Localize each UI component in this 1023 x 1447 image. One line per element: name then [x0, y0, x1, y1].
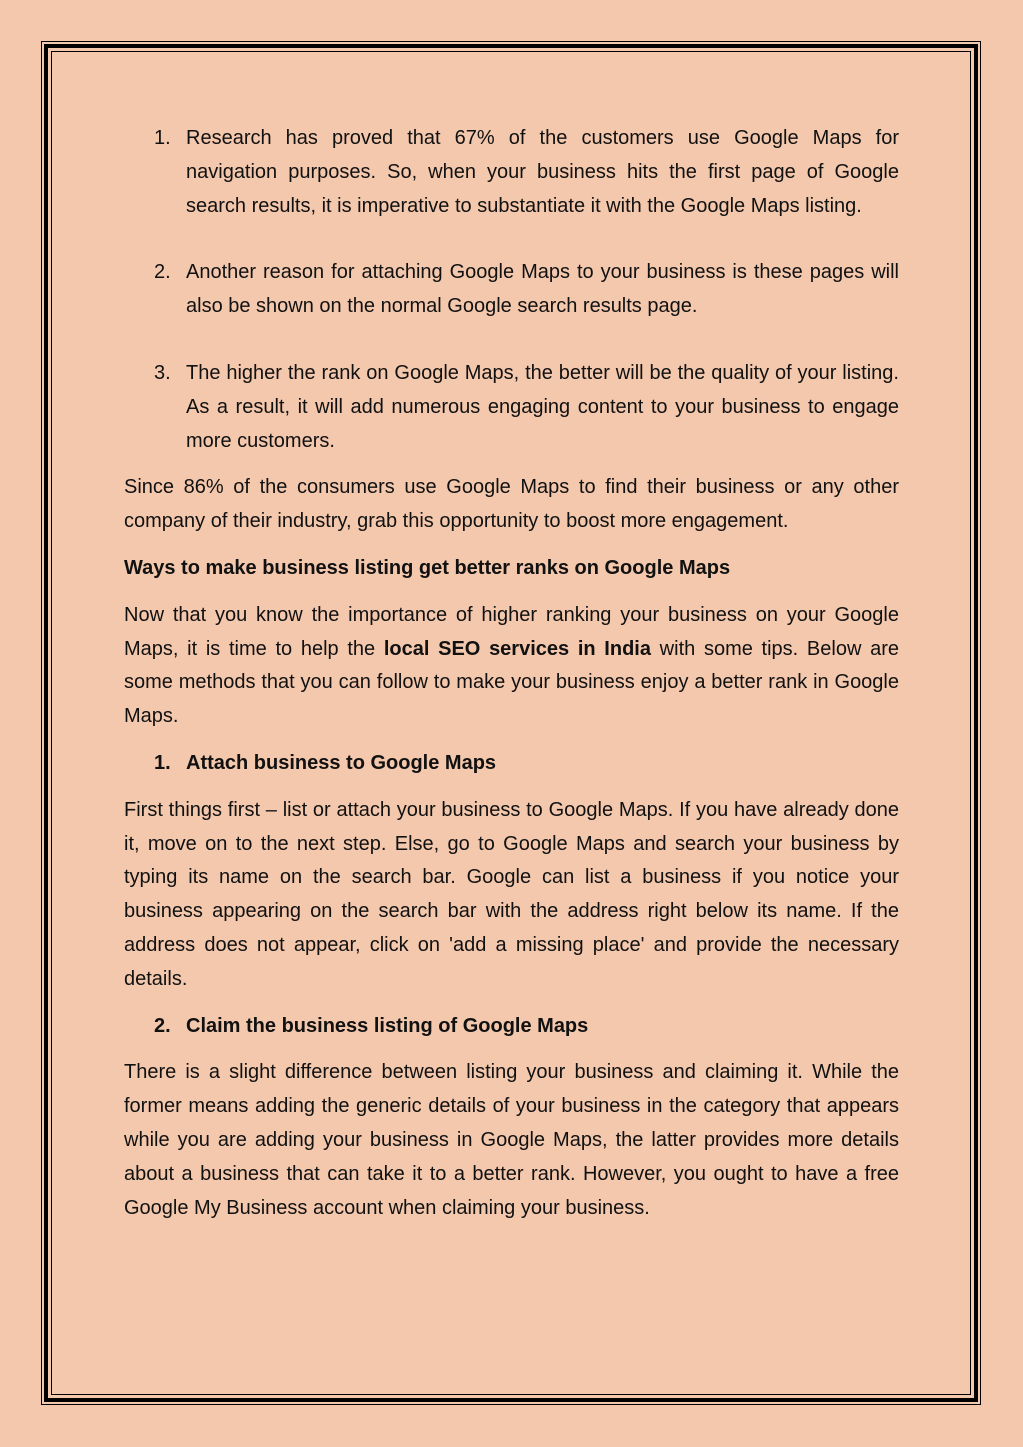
step-number: 2.: [154, 1014, 171, 1037]
list-number: 3.: [154, 361, 171, 384]
step-paragraph: There is a slight difference between listing your business and claiming it. While the former means adding the generic details of your business in the category that appears while you are adding your business in Google Maps, the latter provides more details about a business that can take it to a better rank. However, you ought to have a free Google My Business account when claiming your business.: [124, 1061, 899, 1219]
list-item: [124, 122, 899, 223]
list-item-text: Another reason for attaching Google Maps to your business is these pages will also be shown on the normal Google search results page.: [186, 261, 899, 318]
step-title: Attach business to Google Maps: [186, 751, 497, 774]
step-title: Claim the business listing of Google Maps: [186, 1014, 589, 1037]
list-number: 1.: [154, 127, 171, 149]
step-heading: [124, 1010, 899, 1044]
step-number: 1.: [154, 751, 171, 774]
list-item: [124, 256, 899, 324]
list-number: 2.: [154, 261, 171, 284]
intro-text-end: with some tips. Below are some methods that you can follow to make your business enjoy a better rank in Google Maps.: [124, 637, 899, 728]
list-item: [124, 357, 899, 458]
intro-text-start: Now that you know the importance of higher ranking your business on your Google Maps, it is time to help the: [124, 603, 899, 660]
step-paragraph: First things first – list or attach your business to Google Maps. If you have already done it, move on to the next step. Else, go to Google Maps and search your business by typing its name on the search bar. Google can list a business if you notice your business appearing on the search bar with the address right below its name. If the address does not appear, click on 'add a missing place' and provide the necessary details.: [124, 798, 899, 990]
list-item-text: Research has proved that 67% of the customers use Google Maps for navigation purposes. So, when your business hits the first page of Google search results, it is imperative to substantiate it with the Google Maps listing.: [186, 127, 899, 217]
list-item-text: The higher the rank on Google Maps, the better will be the quality of your listing. As a result, it will add numerous engaging content to your business to engage more customers.: [186, 361, 899, 452]
paragraph-stats: Since 86% of the consumers use Google Maps to find their business or any other company of their industry, grab this opportunity to boost more engagement.: [124, 476, 899, 533]
step-heading: [124, 747, 899, 781]
document-body: [124, 122, 899, 1225]
paragraph-intro: [124, 599, 899, 734]
intro-bold-phrase: local SEO services in India: [383, 637, 651, 660]
section-heading: Ways to make business listing get better ranks on Google Maps: [124, 556, 731, 579]
